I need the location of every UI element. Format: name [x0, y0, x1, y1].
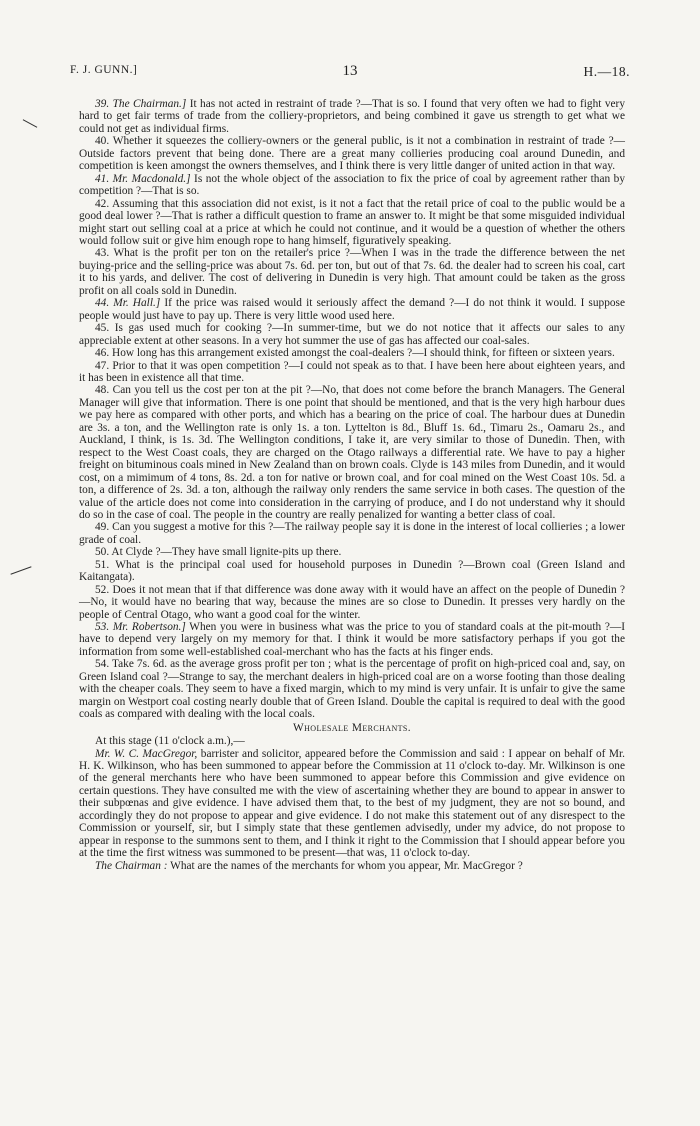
paragraph-text: 52. Does it not mean that if that difference was done away with it would have an affect on the people of Dunedin ?—No, it would have no bearing that way, because the mines are so close to Dunedin. It presses very hardly on the people of Central Otago, who want a good coal for the winter. [79, 583, 625, 621]
paragraph-text: 49. Can you suggest a motive for this ?—The railway people say it is done in the interest of local collieries ; a lower grade of coal. [79, 521, 625, 546]
paragraph-text: Is not the whole object of the association to fix the price of coal by agreement rather than by competition ?—That is so. [79, 172, 625, 198]
paragraph-text: If the price was raised would it seriously affect the demand ?—I do not think it would. I suppose people would just have to pay up. There is very little wood used here. [79, 297, 625, 322]
paragraph-text: When you were in business what was the price to you of standard coals at the pit-mouth ?—I have to depend very largely on my memory for that. I think it would be more satisfactory perhaps if you got the information from some well-established coal-merchant who has the facts at his finger ends. [79, 621, 625, 658]
paragraph [79, 322, 625, 347]
paragraph [79, 748, 625, 860]
speaker-lead: 53. Mr. Robertson.] [95, 621, 186, 634]
paragraph-text: 43. What is the profit per ton on the retailer's price ?—When I was in the trade the difference between the net buying-price and the selling-price was about 7s. 6d. per ton, but out of that 7s. 6d. the dealer had to screen his coal, cart it to his yards, and deliver. The cost of delivering in Dunedin is very high. That amount could be taken as the gross profit on all coals sold in Dunedin. [79, 247, 625, 297]
speaker-lead: Mr. W. C. MacGregor, [95, 747, 198, 760]
speaker-lead: 41. Mr. Macdonald.] [95, 172, 191, 185]
paragraph-text: 47. Prior to that it was open competition ?—I could not speak as to that. I have been here about eighteen years, and it has been in existence all that time. [79, 359, 625, 384]
paragraph-text: What are the names of the merchants for whom you appear, Mr. MacGregor ? [167, 859, 523, 872]
margin-mark [23, 119, 38, 127]
paragraph [79, 559, 625, 584]
paragraph-text: 48. Can you tell us the cost per ton at the pit ?—No, that does not come before the branch Managers. The General Manager will give that information. There is one point that should be mentioned, and that is the very high harbour dues we pay here as compared with other ports, and which has a bearing on the price of coal. The harbour dues at Dunedin are 3s. a ton, and the Wellington rate is only 1s. a ton. Lyttelton is 8d., Bluff 1s. 6d., Timaru 2s., Oamaru 2s., and Auckland, I think, is 1s. 3d. The Wellington conditions, I take it, are very similar to those of Dunedin. Then, with respect to the West Coast coals, they are charged on the Otago railways a differential rate. We have to pay a higher freight on bituminous coals mined in New Zealand than on brown coals. Clyde is 143 miles from Dunedin, and it would cost, on a mimimum of 4 tons, 8s. 2d. a ton for native or brown coal, and for coal mined on the West Coast 10s. 5d. a ton, a difference of 2s. 3d. a ton, although the railway only renders the same service in both cases. The question of the value of the article does not come into consideration in the carrying of produce, and I do not understand why it should do so in the case of coal. The people in the country are really penalized for wanting a better class of coal. [79, 384, 625, 521]
page-header [70, 64, 630, 84]
header-witness-name: F. J. GUNN.] [70, 64, 138, 76]
document-body [79, 98, 625, 872]
paragraph [79, 521, 625, 546]
paragraph [79, 658, 625, 720]
paragraph [79, 247, 625, 297]
paragraph-text: 51. What is the principal coal used for household purposes in Dunedin ?—Brown coal (Green Island and Kaitangata). [79, 558, 625, 584]
paragraph [79, 173, 625, 198]
speaker-lead: 44. Mr. Hall.] [95, 297, 161, 310]
page-number: 13 [342, 63, 358, 79]
paragraph [79, 384, 625, 521]
paragraph-text: 40. Whether it squeezes the colliery-owners or the general public, is it not a combination in restraint of trade ?—Outside factors prevent that being done. There are a great many collieries producing coal around Dunedin, and competition is keen amongst the owners themselves, and I think there is very little danger of united action in that way. [79, 135, 625, 173]
paragraph [79, 360, 625, 385]
paragraph-text: It has not acted in restraint of trade ?—That is so. I found that very often we had to fight very hard to get fair terms of trade from the colliery-proprietors, and being combined it gave us strength to get what we could not get as individual firms. [79, 98, 625, 135]
paragraph-text: 46. How long has this arrangement existed amongst the coal-dealers ?—I should think, for fifteen or sixteen years. [95, 347, 615, 360]
paragraph-text: 54. Take 7s. 6d. as the average gross profit per ton ; what is the percentage of profit on high-priced coal and, say, on Green Island coal ?—Strange to say, the merchant dealers in high-priced coal are on a worse footing than those dealing with the cheaper coals. They seem to have a fixed margin, which to my mind is very unfair. It is unfair to give the same margin on Westport coal costing nearly double that of Green Island. Double the capital is required to deal with the good coals as compared with dealing with the local coals. [79, 658, 625, 721]
paragraph [79, 135, 625, 172]
speaker-lead: 39. The Chairman.] [95, 98, 187, 110]
document-reference: H.—18. [583, 64, 630, 79]
testimony-paragraphs [79, 98, 625, 721]
paragraph [79, 297, 625, 322]
paragraph [79, 860, 625, 872]
paragraph [79, 198, 625, 248]
paragraph-text: 45. Is gas used much for cooking ?—In summer-time, but we do not notice that it affects our sales to any appreciable extent at other seasons. In a very hot summer the use of gas has affected our coal-sales. [79, 322, 625, 347]
paragraph [79, 735, 625, 747]
section-heading: Wholesale Merchants. [292, 721, 412, 734]
closing-paragraphs [79, 735, 625, 872]
paragraph-text: At this stage (11 o'clock a.m.),— [95, 735, 245, 748]
speaker-lead: The Chairman : [95, 859, 168, 872]
paragraph-text: 50. At Clyde ?—They have small lignite-pits up there. [95, 546, 342, 559]
paragraph [79, 621, 625, 658]
paragraph [79, 347, 625, 359]
paragraph-text: 42. Assuming that this association did not exist, is it not a fact that the retail price of coal to the public would be a good deal lower ?—That is rather a difficult question to frame an answer to. It might be that some misguided individual might start out selling coal at a price at which he could not continue, and it would be a question of whether the others would follow suit or give him enough rope to hang himself, figuratively speaking. [79, 197, 625, 247]
paragraph [79, 98, 625, 135]
paragraph [79, 546, 625, 558]
paragraph-text: barrister and solicitor, appeared before the Commission and said : I appear on behalf of Mr. H. K. Wilkinson, who has been summoned to appear before the Commission at 11 o'clock to-day. Mr. Wilkinson is one of the general merchants here who have been summoned to appear before this Commission and give evidence on certain questions. They have consulted me with the view of ascertaining whether they are bound to appear in answer to their subpœnas and give evidence. I have advised them that, to the best of my judgment, they are not so bound, and accordingly they do not propose to appear and give evidence. I do not make this statement out of any disrespect to the Commission or yourself, sir, but I simply state that these gentlemen advisedly, under my advice, do not propose to appear in response to the summons sent to them, and I think it right to the Commission that I should appear before you at the time the first witness was summoned to be present—that was, 11 o'clock to-day. [79, 747, 625, 860]
margin-mark [10, 566, 31, 574]
paragraph [79, 584, 625, 621]
